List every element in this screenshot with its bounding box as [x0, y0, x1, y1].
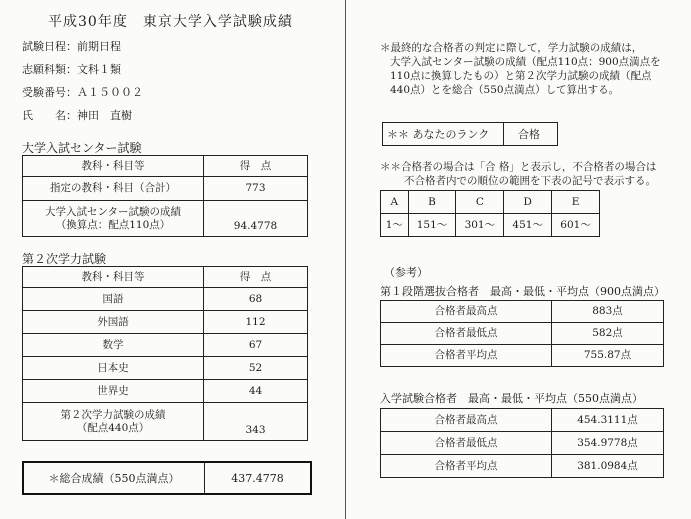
rank-range: 151〜	[408, 214, 456, 237]
note-line: 大学入試センター試験の成績（配点110点：900点満点を	[390, 56, 661, 68]
info-value: 神田 直樹	[77, 109, 132, 122]
score-cell: 52	[204, 357, 308, 380]
rank-box	[382, 122, 558, 146]
stat-value: 883点	[552, 301, 664, 323]
info-label: 試験日程：	[22, 40, 77, 53]
center-converted-subject	[23, 201, 204, 237]
note-line: ＊＊合格者の場合は「合 格」と表示し，不合格者の場合は	[380, 161, 657, 173]
info-value: 前期日程	[77, 40, 121, 53]
second-test-heading: 第２次学力試験	[22, 252, 107, 266]
subject-cell: 数学	[23, 334, 204, 357]
rank-symbol: B	[408, 191, 456, 214]
col-score-header: 得 点	[204, 156, 308, 177]
center-test-heading: 大学入試センター試験	[22, 141, 142, 155]
overall-total-label: ＊総合成績（550点満点）	[24, 463, 205, 493]
second-total-line1: 第２次学力試験の成績	[60, 408, 166, 421]
table-row	[23, 380, 308, 403]
table-row	[381, 409, 664, 432]
center-row-score: 773	[204, 177, 308, 201]
note-line: 110点に換算したもの）と第２次学力試験の成績（配点	[390, 70, 652, 82]
center-converted-score: 94.4778	[204, 201, 308, 237]
info-course	[22, 61, 121, 77]
note-line: 440点）とを総合（550点満点）して算出する。	[390, 84, 620, 96]
subject-cell: 外国語	[23, 311, 204, 334]
table-row	[381, 455, 664, 478]
scoring-note	[380, 41, 661, 97]
reference-label: （参考）	[384, 266, 428, 279]
info-exam-number	[22, 84, 143, 100]
subject-cell: 日本史	[23, 357, 204, 380]
table-row	[381, 432, 664, 455]
first-stage-heading: 第１段階選抜合格者 最高・最低・平均点（900点満点）	[380, 285, 665, 298]
center-test-table	[22, 155, 308, 237]
rank-range: 301〜	[456, 214, 504, 237]
center-converted-line2: （換算点：配点110点）	[55, 218, 171, 231]
second-total-score: 343	[204, 403, 308, 441]
rank-range: 451〜	[504, 214, 552, 237]
col-score-header: 得 点	[204, 267, 308, 288]
table-row	[23, 288, 308, 311]
rank-range: 1〜	[381, 214, 409, 237]
rank-range: 601〜	[552, 214, 600, 237]
stat-label: 合格者平均点	[381, 455, 552, 478]
table-row	[23, 357, 308, 380]
page-divider	[345, 0, 346, 519]
stat-value: 354.9778点	[552, 432, 664, 455]
document-title: 平成30年度 東京大学入学試験成績	[48, 14, 293, 30]
info-value: Ａ１５００２	[77, 86, 143, 99]
subject-cell: 国語	[23, 288, 204, 311]
col-subject-header: 教科・科目等	[23, 156, 204, 177]
col-subject-header: 教科・科目等	[23, 267, 204, 288]
rank-value: 合格	[518, 128, 540, 141]
info-name	[22, 107, 132, 123]
admitted-heading: 入学試験合格者 最高・最低・平均点（550点満点）	[380, 392, 643, 405]
stat-value: 381.0984点	[552, 455, 664, 478]
overall-total-box	[22, 461, 312, 495]
rank-symbol: C	[456, 191, 504, 214]
rank-note	[380, 160, 656, 188]
note-line: 不合格者内での順位の範囲を下表の記号で表示する。	[404, 175, 656, 187]
second-total-line2: （配点440点）	[76, 421, 150, 434]
rank-label: ＊＊ あなたのランク	[383, 123, 504, 145]
rank-symbol: D	[504, 191, 552, 214]
first-stage-table	[380, 300, 664, 367]
table-row	[381, 301, 664, 323]
table-row	[381, 323, 664, 345]
info-label: 志願科類：	[22, 63, 77, 76]
stat-value: 755.87点	[552, 345, 664, 367]
info-value: 文科１類	[77, 63, 121, 76]
center-row-subject: 指定の教科・科目（合計）	[23, 177, 204, 201]
second-total-subject	[23, 403, 204, 441]
stat-value: 582点	[552, 323, 664, 345]
rank-symbol: A	[381, 191, 409, 214]
stat-value: 454.3111点	[552, 409, 664, 432]
note-line: ＊最終的な合格者の判定に際して，学力試験の成績は，	[380, 42, 643, 54]
table-row	[23, 334, 308, 357]
admitted-table	[380, 408, 664, 478]
rank-symbol-table	[380, 190, 600, 237]
info-exam-schedule	[22, 38, 121, 54]
second-test-table	[22, 266, 308, 441]
stat-label: 合格者平均点	[381, 345, 552, 367]
stat-label: 合格者最低点	[381, 432, 552, 455]
overall-total-score: 437.4778	[231, 471, 284, 485]
center-converted-line1: 大学入試センター試験の成績	[44, 205, 182, 218]
score-cell: 67	[204, 334, 308, 357]
score-cell: 68	[204, 288, 308, 311]
stat-label: 合格者最高点	[381, 301, 552, 323]
subject-cell: 世界史	[23, 380, 204, 403]
rank-symbol: E	[552, 191, 600, 214]
info-label: 受験番号：	[22, 86, 77, 99]
table-row	[23, 311, 308, 334]
stat-label: 合格者最低点	[381, 323, 552, 345]
info-label: 氏 名：	[22, 109, 77, 122]
stat-label: 合格者最高点	[381, 409, 552, 432]
table-row	[381, 345, 664, 367]
score-cell: 44	[204, 380, 308, 403]
score-cell: 112	[204, 311, 308, 334]
